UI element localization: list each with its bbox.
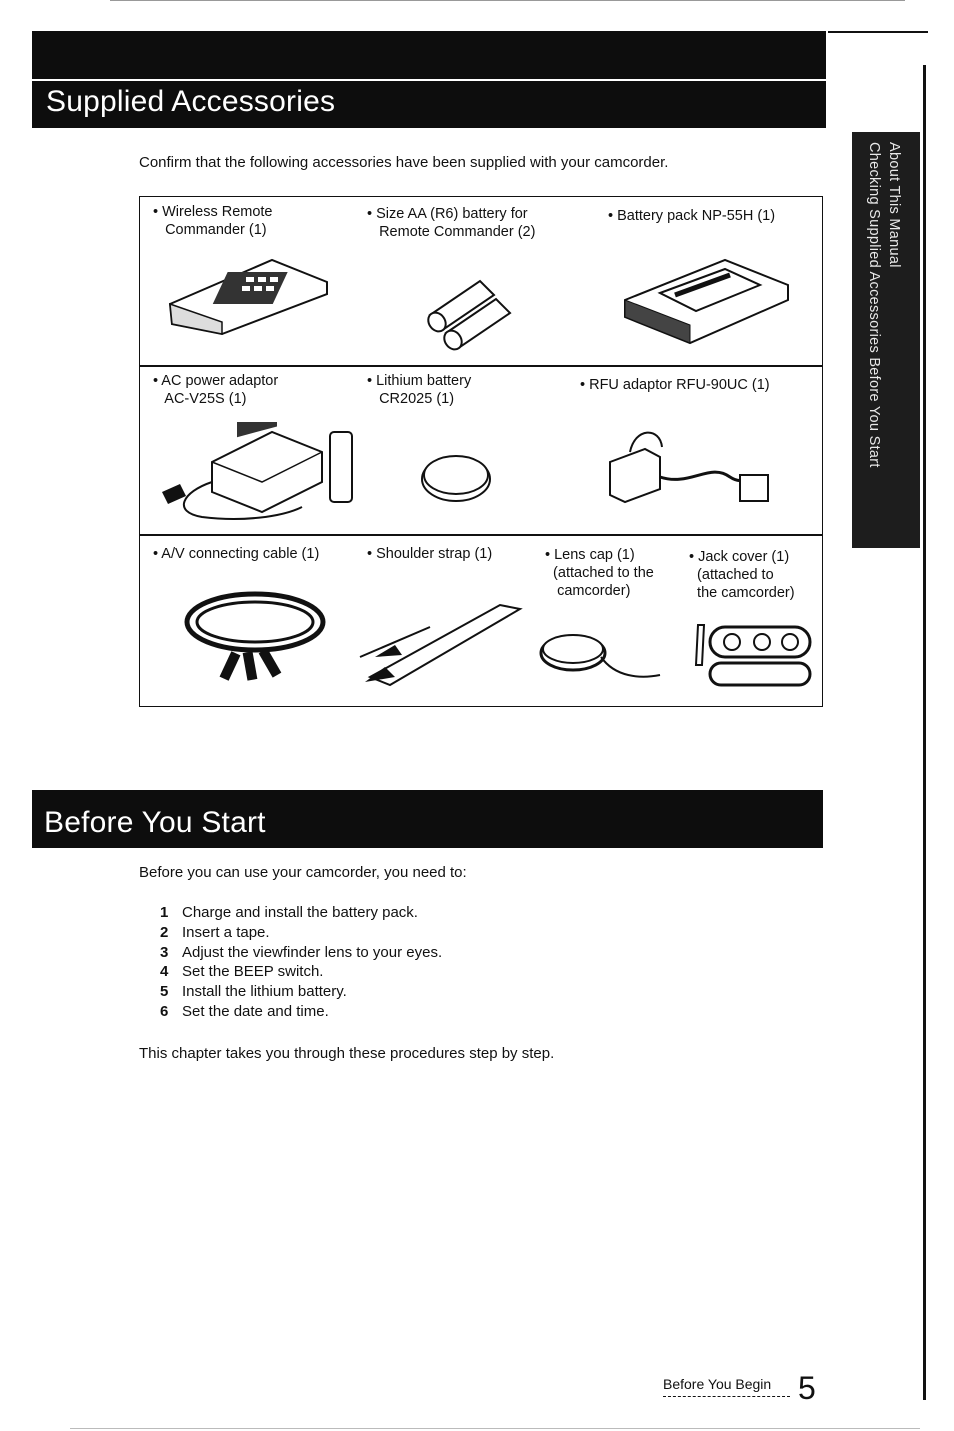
step-text: Insert a tape.: [182, 924, 270, 941]
accessory-label-lithium-battery: • Lithium battery CR2025 (1): [367, 373, 472, 407]
lithium-battery-icon: [416, 447, 496, 507]
right-margin-rule: [923, 65, 926, 1400]
step-number: 3: [160, 944, 169, 961]
chapter-side-tab: [852, 132, 920, 548]
aa-batteries-icon: [420, 275, 520, 355]
accessory-label-ac-adaptor: • AC power adaptor AC-V25S (1): [153, 373, 279, 407]
side-tab-line-2: Checking Supplied Accessories Before You Start: [866, 142, 882, 468]
step-text: Set the BEEP switch.: [182, 963, 324, 980]
step-number: 5: [160, 983, 169, 1000]
accessory-label-shoulder-strap: • Shoulder strap (1): [367, 546, 493, 562]
section-outro: This chapter takes you through these procedures step by step.: [139, 1045, 555, 1062]
side-tab-line-1: About This Manual: [886, 142, 902, 268]
step-item: [160, 1003, 329, 1020]
remote-commander-icon: [162, 252, 337, 337]
page-number: 5: [798, 1370, 816, 1406]
step-text: Adjust the viewfinder lens to your eyes.: [182, 944, 443, 961]
step-item: [160, 983, 347, 1000]
step-item: [160, 963, 323, 980]
battery-pack-icon: [620, 255, 795, 350]
rfu-adaptor-icon: [600, 427, 790, 517]
accessory-label-jack-cover: • Jack cover (1) (attached to the camcorder): [689, 549, 795, 601]
step-text: Charge and install the battery pack.: [182, 904, 418, 921]
table-divider: [140, 534, 822, 536]
table-divider: [140, 365, 822, 367]
accessory-label-av-cable: • A/V connecting cable (1): [153, 546, 320, 562]
accessory-label-lens-cap: • Lens cap (1) (attached to the camcorder): [545, 547, 654, 599]
step-number: 1: [160, 904, 169, 921]
accessories-table: [139, 196, 823, 707]
step-text: Install the lithium battery.: [182, 983, 347, 1000]
av-cable-icon: [180, 587, 330, 687]
bottom-rule: [70, 1428, 920, 1429]
step-number: 6: [160, 1003, 169, 1020]
step-item: [160, 904, 418, 921]
step-item: [160, 944, 442, 961]
intro-text: Confirm that the following accessories have been supplied with your camcorder.: [139, 154, 669, 171]
banner-divider: [32, 79, 826, 81]
top-rule-right: [828, 31, 928, 33]
accessory-label-remote: • Wireless Remote Commander (1): [153, 204, 273, 238]
step-text: Set the date and time.: [182, 1003, 329, 1020]
footer-section-name: Before You Begin: [663, 1376, 772, 1392]
section-intro: Before you can use your camcorder, you need to:: [139, 864, 467, 881]
shoulder-strap-icon: [350, 597, 530, 687]
section-title: Supplied Accessories: [46, 85, 336, 118]
section-banner-before-you-start: [32, 790, 823, 848]
accessory-label-rfu-adaptor: • RFU adaptor RFU-90UC (1): [580, 377, 770, 393]
footer-underline: [663, 1396, 790, 1397]
step-number: 4: [160, 963, 169, 980]
accessory-label-aa-battery: • Size AA (R6) battery for Remote Commander (2): [367, 206, 536, 240]
step-number: 2: [160, 924, 169, 941]
accessory-label-battery-pack: • Battery pack NP-55H (1): [608, 208, 776, 224]
lens-cap-icon: [535, 627, 675, 687]
section-banner-supplied-accessories: [32, 31, 826, 128]
jack-cover-icon: [680, 615, 820, 690]
section-title: Before You Start: [44, 806, 266, 839]
step-item: [160, 924, 270, 941]
ac-adaptor-icon: [152, 422, 357, 527]
top-rule: [110, 0, 905, 1]
